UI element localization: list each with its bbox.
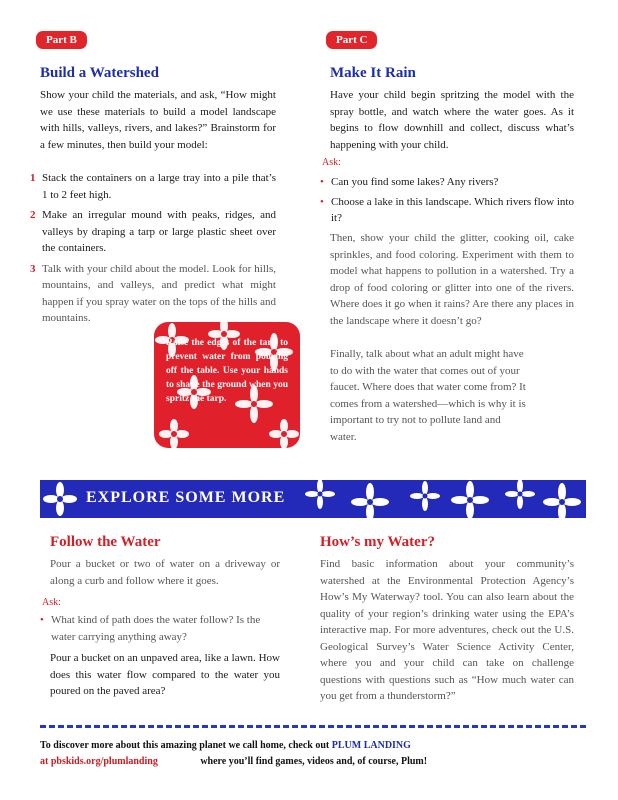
follow-questions: [40, 612, 280, 648]
banner-title: EXPLORE SOME MORE: [86, 489, 286, 506]
footer-text: To discover more about this amazing planet we call home, check out: [40, 740, 330, 751]
question-item: • Can you find some lakes? Any rivers?: [320, 176, 499, 188]
step-1: 1 Stack the containers on a large tray into a pile that’s 1 to 2 feet high.: [30, 172, 276, 201]
hows-text: Find basic information about your community’s watershed at the Environmental Protection Agency’s How’s My Waterway? tool. You can also learn about the quality of your region’s drinking water using the EPA’s interactive map. For more adventures, check out the U.S. Geological Survey’s Water Science Activity Center, where you and your child can take on challenge questions with questions such as “How much water can you get from a thunderstorm?”: [320, 558, 574, 702]
part-c-ask-label: Ask:: [322, 157, 341, 168]
tip-text: Raise the edges of the tarp to prevent water from pouring off the table. Use your hands to shape the ground when you spritz the tarp.: [166, 338, 288, 404]
part-c-tag: Part C: [326, 31, 377, 49]
part-c-questions: [320, 174, 574, 230]
plum-landing-link[interactable]: PLUM LANDING: [331, 740, 411, 751]
step-2: 2 Make an irregular mound with peaks, ridges, and valleys by draping a tarp or large plastic sheet over the containers.: [30, 209, 276, 254]
follow-ask-label: Ask:: [42, 597, 61, 608]
part-b-steps: [30, 170, 276, 331]
hows-heading: How’s my Water?: [320, 534, 435, 550]
part-c-intro: Have your child begin spritzing the model with the spray bottle, and watch where the water goes. As it begins to flow downhill and collect, discuss what’s happening with your child.: [330, 89, 574, 151]
pbskids-link[interactable]: at pbskids.org/plumlanding: [40, 756, 158, 767]
footer-line-2: [40, 756, 586, 767]
part-c-heading: Make It Rain: [330, 65, 416, 81]
question-item: • What kind of path does the water follow? Is the water carrying anything away?: [40, 614, 261, 643]
follow-heading: Follow the Water: [50, 534, 161, 550]
part-b-intro: Show your child the materials, and ask, “How might we use these materials to build a model landscape with hills, valleys, rivers, and lakes?” Brainstorm for a few minutes, then build your model:: [40, 89, 276, 151]
part-b-tag: Part B: [36, 31, 87, 49]
tip-box: [154, 322, 300, 448]
footer-text-2: where you’ll find games, videos and, of course, Plum!: [200, 756, 428, 767]
follow-text: Pour a bucket or two of water on a driveway or along a curb and follow where it goes.: [50, 558, 280, 587]
step-3: 3 Talk with your child about the model. Look for hills, mountains, and valleys, and predict what might happen if you spray water on the tops of the hills and mountains.: [30, 262, 276, 324]
part-c-para2: Then, show your child the glitter, cooking oil, cake sprinkles, and food coloring. Experiment with them to model what happens to pollution in a watershed. Try a drop of food coloring or glitter into one of the rivers. Where does it go when it rains? Are there any places in the landscape where it doesn’t go?: [330, 232, 574, 327]
part-c-para3: Finally, talk about what an adult might have to do with the water that comes out of your faucet. Where does that water come from? It comes from a watershed—which is why it is important to try not to pollute land and water.: [330, 348, 526, 443]
footer-divider: [40, 725, 586, 728]
question-item: • Choose a lake in this landscape. Which rivers flow into it?: [320, 195, 574, 224]
part-b-heading: Build a Watershed: [40, 65, 159, 81]
footer-line-1: [40, 740, 586, 751]
explore-banner: [40, 480, 586, 518]
follow-text2: Pour a bucket on an unpaved area, like a lawn. How does this water flow compared to the water you poured on the paved area?: [50, 652, 280, 697]
